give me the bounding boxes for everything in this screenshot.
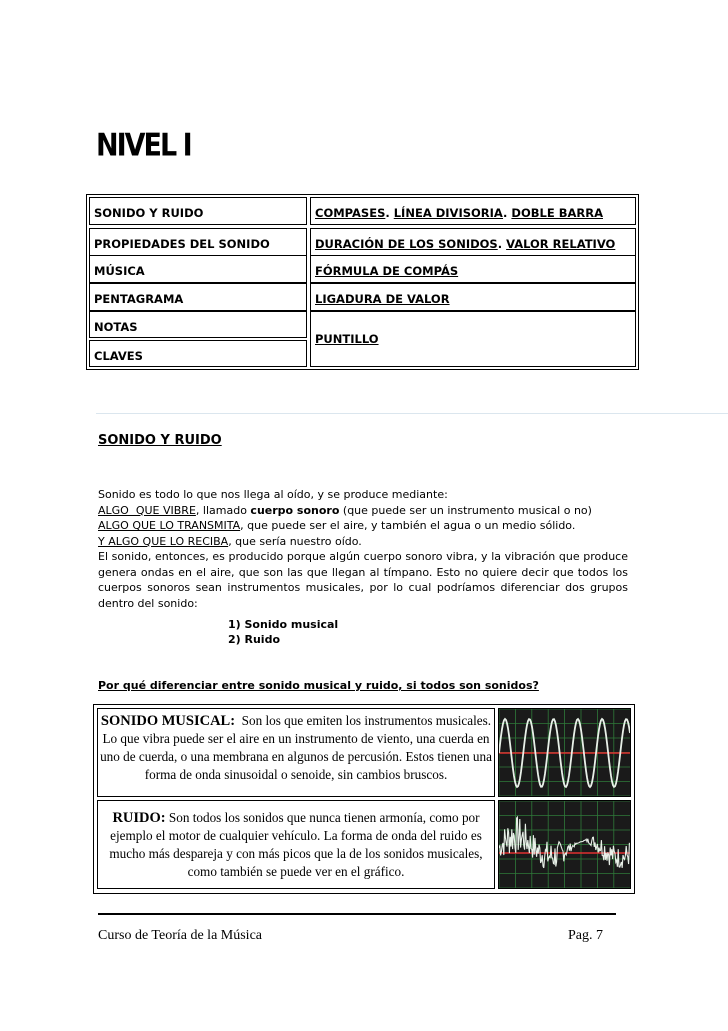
index-cell-pentagrama[interactable]: PENTAGRAMA — [89, 283, 307, 311]
intro-text — [98, 487, 628, 549]
index-link-segment[interactable]: DOBLE BARRA — [511, 206, 603, 220]
ruido-description: Son todos los sonidos que nunca tienen armonía, como por ejemplo el motor de cualquier vehículo. La forma de onda del ruido es mucho más despareja y con más picos que la de los sonidos musicales, como también se puede ver en el gráfico. — [109, 810, 486, 879]
musical-label: SONIDO MUSICAL: — [100, 713, 236, 729]
list-item: 2) Ruido — [228, 633, 281, 646]
footer-page: Pag. 7 — [568, 928, 603, 943]
page-title: NIVEL I — [96, 128, 191, 164]
index-cell-duracion[interactable] — [310, 228, 636, 256]
index-link-segment[interactable]: LIGADURA DE VALOR — [315, 292, 450, 306]
section-title: SONIDO Y RUIDO — [98, 433, 222, 448]
noise-wave-graph — [498, 800, 631, 889]
index-row-1-links — [315, 237, 615, 251]
ruido-label: RUIDO: — [112, 810, 166, 826]
intro-line-1: Sonido es todo lo que nos llega al oído, y se produce mediante: — [98, 488, 448, 501]
intro-line-4: Y ALGO QUE LO RECIBA, que sería nuestro oído. — [98, 534, 362, 548]
musical-description: Son los que emiten los instrumentos musicales. Lo que vibra puede ser el aire en un instrumento de viento, una cuerda en uno de cuerda, o una membrana en algunos de percusión. Estos tienen una forma de onda sinusoidal o senoide, sin cambios bruscos. — [100, 713, 496, 782]
index-cell-propiedades[interactable]: PROPIEDADES DEL SONIDO — [89, 228, 307, 256]
noise-wave-icon — [499, 801, 630, 888]
comparison-table — [93, 704, 635, 894]
intro-line-2: ALGO QUE VIBRE, llamado cuerpo sonoro (que puede ser un instrumento musical o no) — [98, 503, 592, 517]
index-cell-notas[interactable]: NOTAS — [89, 311, 307, 338]
index-link-segment: . — [503, 206, 512, 220]
index-cell-ligadura[interactable] — [310, 283, 636, 311]
index-link-segment[interactable]: DURACIÓN DE LOS SONIDOS — [315, 237, 498, 251]
index-row-3-links — [315, 292, 450, 306]
intro-line-3: ALGO QUE LO TRANSMITA, que puede ser el aire, y también el agua o un medio sólido. — [98, 519, 576, 533]
index-link-segment: . — [497, 237, 507, 251]
sound-list — [228, 617, 338, 647]
sine-wave-graph — [498, 708, 631, 797]
index-table — [86, 194, 639, 370]
index-cell-formula[interactable] — [310, 255, 636, 283]
index-link-segment[interactable]: VALOR RELATIVO — [506, 237, 616, 251]
index-cell-compases[interactable] — [310, 197, 636, 225]
index-row-0-links — [315, 206, 603, 220]
index-link-segment[interactable]: COMPASES — [315, 206, 386, 220]
sine-wave-icon — [499, 709, 630, 796]
index-row-2-links — [315, 264, 458, 278]
footer-course: Curso de Teoría de la Música — [98, 928, 262, 943]
body-paragraph: El sonido, entonces, es producido porque algún cuerpo sonoro vibra, y la vibración que produce genera ondas en el aire, que son las que llegan al tímpano. Esto no quiere decir que todos los cuerpos sonoros sean instrumentos musicales, por lo cual podríamos diferenciar dos grupos dentro del sonido: — [98, 550, 628, 610]
list-item: 1) Sonido musical — [228, 618, 339, 631]
question-text: Por qué diferenciar entre sonido musical y ruido, si todos son sonidos? — [98, 679, 539, 692]
index-cell-musica[interactable]: MÚSICA — [89, 255, 307, 283]
index-cell-sonido-y-ruido[interactable]: SONIDO Y RUIDO — [89, 197, 307, 225]
index-link-segment[interactable]: LÍNEA DIVISORIA — [393, 206, 504, 220]
index-cell-claves[interactable]: CLAVES — [89, 340, 307, 367]
footer-line — [98, 913, 616, 915]
separator-line — [96, 413, 728, 414]
index-link-segment[interactable]: FÓRMULA DE COMPÁS — [315, 264, 459, 278]
index-link-segment: . — [385, 206, 394, 220]
index-cell-puntillo[interactable]: PUNTILLO — [310, 311, 636, 367]
ruido-cell — [97, 800, 495, 889]
musical-cell — [97, 708, 495, 797]
